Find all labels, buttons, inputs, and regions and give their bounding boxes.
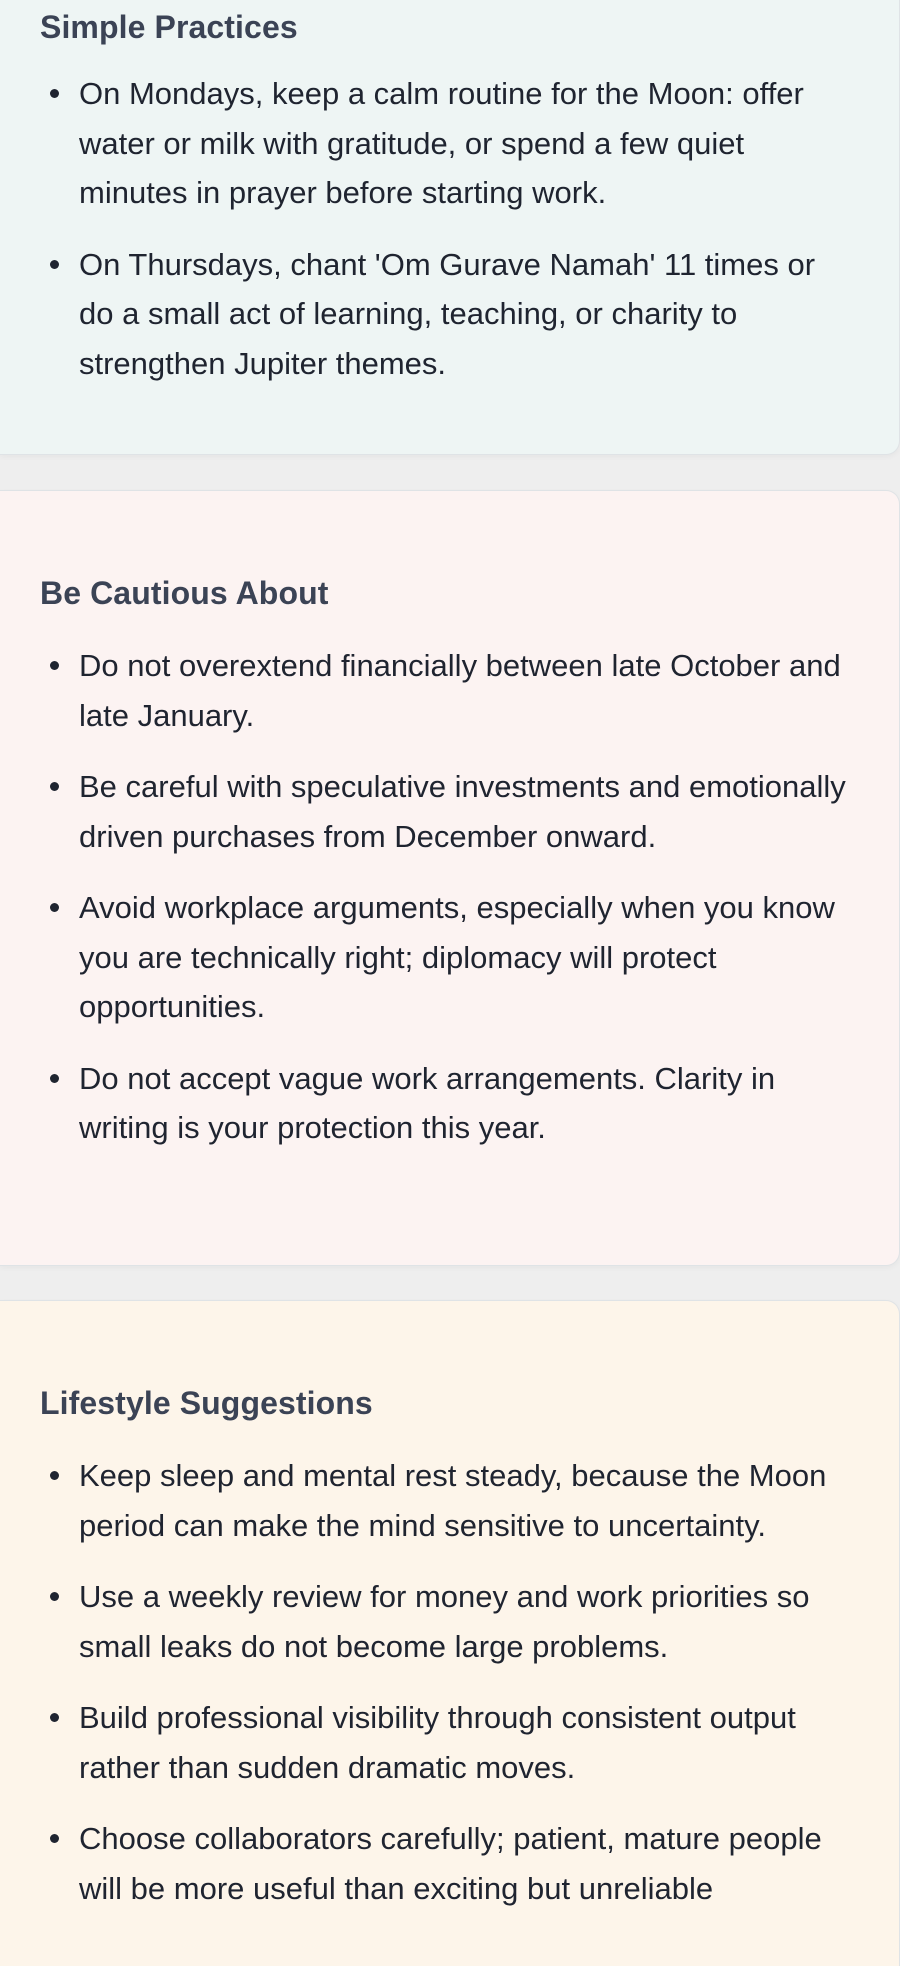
list-item [0, 641, 900, 740]
bullet-icon [50, 1471, 59, 1480]
list-item [0, 1054, 900, 1153]
bullet-icon [50, 1834, 59, 1843]
list-item [0, 1693, 900, 1792]
list-item-text: On Mondays, keep a calm routine for the Moon: offer water or milk with gratitude, or spend a few quiet minutes in prayer before starting work. [79, 76, 804, 210]
list-item [0, 883, 900, 1032]
bullet-icon [50, 782, 59, 791]
practices-list [0, 69, 900, 410]
lifestyle-suggestions-card [0, 1300, 900, 1966]
bullet-icon [50, 903, 59, 912]
cautious-list [0, 641, 900, 1175]
be-cautious-card [0, 490, 900, 1266]
lifestyle-list [0, 1451, 900, 1935]
list-item [0, 1451, 900, 1550]
list-item-text: Keep sleep and mental rest steady, because the Moon period can make the mind sensitive to uncertainty. [79, 1458, 827, 1543]
list-item-text: Avoid workplace arguments, especially when you know you are technically right; diplomacy will protect opportunities. [79, 890, 835, 1024]
list-item-text: Be careful with speculative investments and emotionally driven purchases from December onward. [79, 769, 846, 854]
list-item-text: On Thursdays, chant 'Om Gurave Namah' 11 times or do a small act of learning, teaching, or charity to strengthen Jupiter themes. [79, 246, 816, 381]
bullet-icon [50, 661, 59, 670]
bullet-icon [50, 1713, 59, 1722]
list-item-text: Choose collaborators carefully; patient, mature people will be more useful than exciting but unreliable [79, 1821, 822, 1906]
section-title: Simple Practices [40, 9, 298, 45]
list-item-text: Build professional visibility through consistent output rather than sudden dramatic moves. [79, 1700, 796, 1785]
list-item [0, 1814, 900, 1913]
bullet-icon [50, 1074, 59, 1083]
list-item-text: Do not accept vague work arrangements. Clarity in writing is your protection this year. [79, 1060, 776, 1145]
section-title: Lifestyle Suggestions [40, 1385, 373, 1421]
bullet-icon [50, 1592, 59, 1601]
section-title: Be Cautious About [40, 575, 329, 611]
bullet-icon [50, 89, 59, 98]
list-item-text: Use a weekly review for money and work priorities so small leaks do not become large problems. [79, 1579, 810, 1664]
bullet-icon [50, 260, 59, 269]
simple-practices-card [0, 0, 900, 455]
list-item [0, 1572, 900, 1671]
list-item [0, 762, 900, 861]
list-item [0, 240, 900, 389]
list-item-text: Do not overextend financially between late October and late January. [79, 648, 841, 733]
list-item [0, 69, 900, 218]
